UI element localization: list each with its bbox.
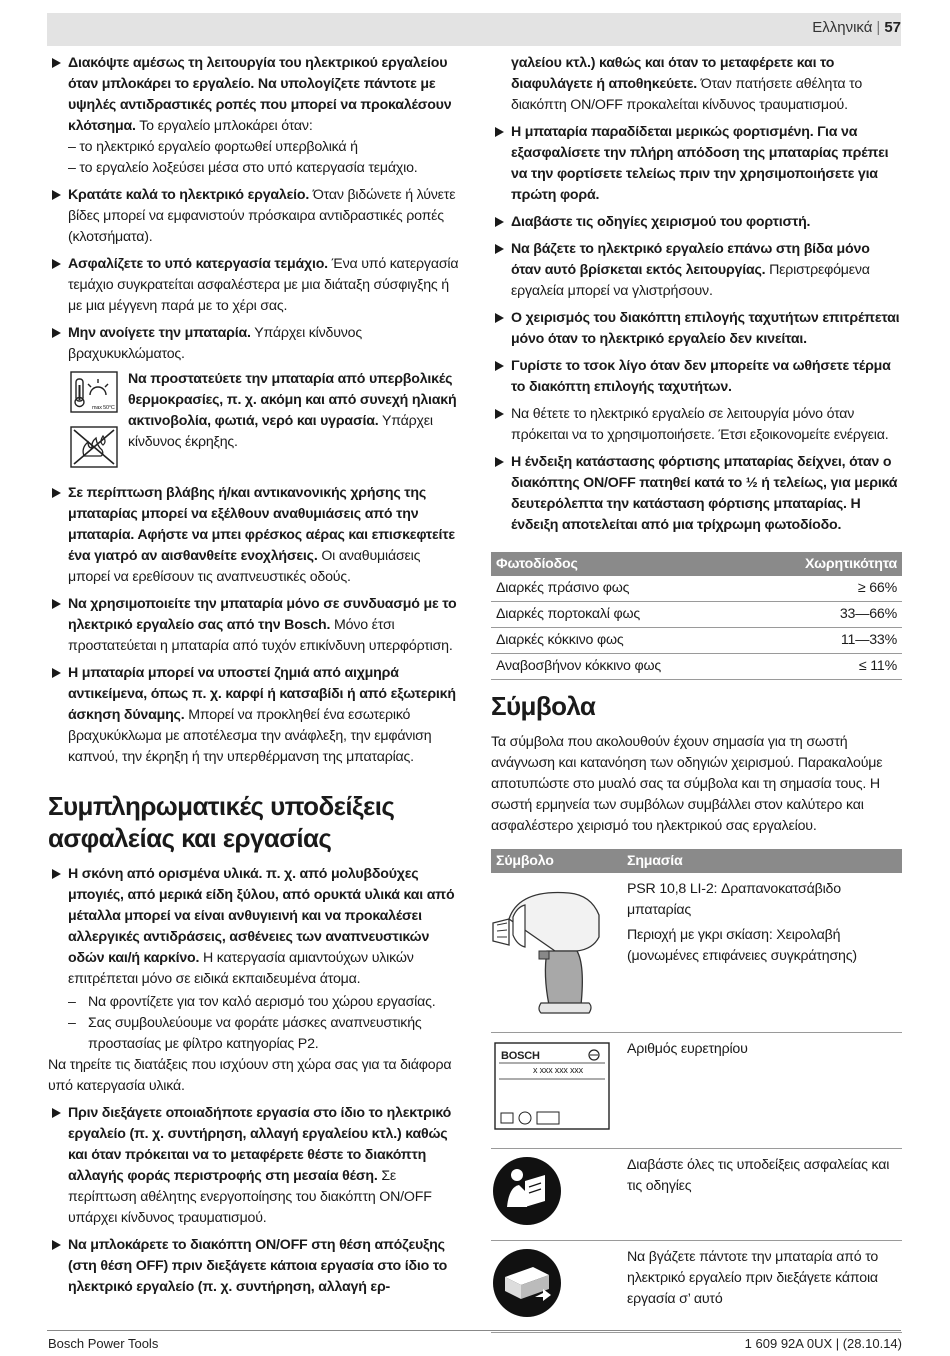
table-row: BOSCH x xxx xxx xxx Αριθμός ευρετηρίου [491,1033,902,1149]
header-bar [47,13,901,46]
symbols-intro: Τα σύμβολα που ακολουθούν έχουν σημασία για τη σωστή ανάγνωση και κατανόηση των οδηγιών χειρισμού. Παρακαλούμε αποτυπώστε στο μυαλό σας τα σύμβολα και τη σημασία τους. Η σωστή ερμηνεία των συμβόλων συμβάλλει στον καλύτερο και ασφαλέστερο χειρισμό του ηλεκτρικού σας εργαλείου. [491,734,883,834]
safety-bullet: Γυρίστε το τσοκ λίγο όταν δεν μπορείτε να ωθήσετε τέρμα το διακόπτη επιλογής ταχυτήτων. [491,356,902,398]
safety-bullet: Ασφαλίζετε το υπό κατεργασία τεμάχιο. Ένα υπό κατεργασία τεμάχιο συγκρατείται ασφαλέστερα με μια διάταξη σύσφιγξης ή με μια μέγγενη παρά με το χέρι σας. [48,254,462,317]
safety-bullet: Να μπλοκάρετε το διακόπτη ON/OFF στη θέση απόζευξης (στη θέση OFF) πριν διεξάγετε κάποια εργασία στο ίδιο το ηλεκτρικό εργαλείο (π. χ. συντήρηση, αλλαγή ερ- [48,1235,462,1298]
safety-bullet: Η ένδειξη κατάστασης φόρτισης μπαταρίας δείχνει, όταν ο διακόπτης ON/OFF πατηθεί κατά το ½ ή τελείως, για μερικά δευτερόλεπτα την κατάσταση φόρτισης μπαταρίας. Η ένδειξη αποτελείται από μια τρίχρωμη φωτοδίοδο. [491,452,902,536]
table-row: Να βγάζετε πάντοτε την μπαταρία από το ηλεκτρικό εργαλείο πριν διεξάγετε κάποια εργασία σ’ αυτό [491,1241,902,1333]
nameplate-brand: BOSCH [501,1050,540,1062]
symbols-title: Σύμβολα [491,691,596,721]
battery-warning-box: max 50°C Να προστατεύετε την μπαταρία από υπερβολικές θερμοκρασίες, π. χ. ακόμη και από συνεχή ηλιακή ακτινοβολία, φωτιά, νερό και υγρασία. Υπάρχει κίνδυνος έκρηξης. [48,369,462,465]
table-header-capacity: Χωρητικότητα [751,552,902,576]
plain-paragraph: Να τηρείτε τις διατάξεις που ισχύουν στη χώρα σας για τα διάφορα υπό κατεργασία υλικά. [48,1057,452,1094]
read-manual-icon [491,1155,615,1227]
table-header-row [491,552,902,576]
dash-item: – Σας συμβουλεύουμε να φοράτε μάσκες αναπνευστικής προστασίας με φίλτρο κατηγορίας P2. [68,1015,422,1052]
dash-item: – Να φροντίζετε για τον καλό αερισμό του χώρου εργασίας. [68,994,436,1010]
header-separator: | [876,19,881,36]
table-row: PSR 10,8 LI-2: Δραπανοκατσάβιδο μπαταρίας Περιοχή με γκρι σκίαση: Χειρολαβή (μονωμένες επιφάνειες συγκράτησης) [491,873,902,1033]
led-status-table [491,552,902,680]
footer-doc-number: 1 609 92A 0UX | (28.10.14) [744,1336,902,1351]
safety-bullet: Διακόψτε αμέσως τη λειτουργία του ηλεκτρικού εργαλείου όταν μπλοκάρει το εργαλείο. Να υπολογίζετε πάντοτε με υψηλές αντιδραστικές ροπές που μπορεί να προκαλέσουν κλότσημα. Το εργαλείο μπλοκάρει όταν: – το ηλεκτρικό εργαλείο φορτωθεί υπερβολικά ή – το εργαλείο λοξεύσει μέσα στο υπό κατεργασία τεμάχιο. [48,53,462,179]
table-header-symbol: Σύμβολο [491,849,622,873]
footer-brand: Bosch Power Tools [48,1336,159,1351]
safety-bullet: Η μπαταρία μπορεί να υποστεί ζημιά από αιχμηρά αντικείμενα, όπως π. χ. καρφί ή κατσαβίδι ή από εξωτερική άσκηση δύναμης. Μπορεί να προκληθεί ένα εσωτερικό βραχυκύκλωμα με αποτέλεσμα την ανάφλεξη, την εμφάνιση καπνού, την έκρηξη ή την υπερθέρμανση της μπαταρίας. [48,663,462,768]
footer-rule [47,1330,901,1331]
max-temp-label: max 50°C [92,405,115,411]
safety-bullet: Να χρησιμοποιείτε την μπαταρία μόνο σε συνδυασμό με το ηλεκτρικό εργαλείο σας από την Bosch. Μόνο έτσι προστατεύεται η μπαταρία από τυχόν επικίνδυνη υπερφόρτιση. [48,594,462,657]
page-number: 57 [884,19,901,36]
safety-bullet: Ο χειρισμός του διακόπτη επιλογής ταχυτήτων επιτρέπεται μόνο όταν το ηλεκτρικό εργαλείο δεν κινείται. [491,308,902,350]
continued-paragraph: γαλείου κτλ.) καθώς και όταν το μεταφέρετε και το διαφυλάγετε ή αποθηκεύετε. Όταν πατήσετε αθέλητα το διακόπτη ON/OFF προκαλείται κίνδυνος τραυματισμού. [511,55,863,113]
safety-bullet: Μην ανοίγετε την μπαταρία. Υπάρχει κίνδυνος βραχυκυκλώματος. [48,323,462,365]
header-language: Ελληνικά [812,19,873,36]
remove-battery-icon [491,1247,615,1319]
table-row: Αναβοσβήνον κόκκινο φως ≤ 11% [491,654,902,680]
safety-bullet: Να θέτετε το ηλεκτρικό εργαλείο σε λειτουργία μόνο όταν πρόκειται να το χρησιμοποιήσετε. Έτσι εξοικονομείτε ενέργεια. [491,404,902,446]
symbols-table [491,849,902,1333]
table-row: Διαρκές πράσινο φως ≥ 66% [491,576,902,602]
table-header-row [491,849,902,873]
safety-bullet: Να βάζετε το ηλεκτρικό εργαλείο επάνω στη βίδα μόνο όταν αυτό βρίσκεται εκτός λειτουργίας. Περιστρεφόμενα εργαλεία μπορεί να γλιστρήσουν. [491,239,902,302]
table-header-led: Φωτοδίοδος [491,552,751,576]
nameplate-number: x xxx xxx xxx [533,1065,583,1075]
safety-bullet: Κρατάτε καλά το ηλεκτρικό εργαλείο. Όταν βιδώνετε ή λύνετε βίδες μπορεί να εμφανιστούν πρόσκαιρα αντιδραστικές ροπές (κλοτσήματα). [48,185,462,248]
table-row: Διαβάστε όλες τις υποδείξεις ασφαλείας και τις οδηγίες [491,1149,902,1241]
table-header-meaning: Σημασία [622,849,902,873]
table-row: Διαρκές κόκκινο φως 11—33% [491,628,902,654]
safety-bullet: Σε περίπτωση βλάβης ή/και αντικανονικής χρήσης της μπαταρίας μπορεί να εξέλθουν αναθυμιάσεις από την μπαταρία. Αφήστε να μπει φρέσκος αέρας και επισκεφτείτε ένα γιατρό αν αισθανθείτε ενοχλήσεις. Οι αναθυμιάσεις μπορεί να ερεθίσουν τις αναπνευστικές οδούς. [48,483,462,588]
right-column [491,53,902,1333]
safety-bullet: Διαβάστε τις οδηγίες χειρισμού του φορτιστή. [491,212,902,233]
safety-bullet: Πριν διεξάγετε οποιαδήποτε εργασία στο ίδιο το ηλεκτρικό εργαλείο (π. χ. συντήρηση, αλλαγή εργαλείου κτλ.) καθώς και όταν πρόκειται να το μεταφέρετε θέστε το διακόπτη αλλαγής φοράς περιστροφής στη μεσαία θέση. Σε περίπτωση αθέλητης ενεργοποίησης του διακόπτη ON/OFF υπάρχει κίνδυνος τραυματισμού. [48,1103,462,1229]
table-row: Διαρκές πορτοκαλί φως 33—66% [491,602,902,628]
safety-bullet: Η μπαταρία παραδίδεται μερικώς φορτισμένη. Για να εξασφαλίσετε την πλήρη απόδοση της μπαταρίας πρέπει να την φορτίσετε τελείως πριν την χρησιμοποιήσετε για πρώτη φορά. [491,122,902,206]
drill-driver-icon [491,879,615,1019]
section-title: Συμπληρωματικές υποδείξεις ασφαλείας και εργασίας [48,791,395,853]
page-header [812,19,901,36]
left-column [48,53,462,1304]
no-fire-water-icon [70,426,118,468]
safety-bullet: Η σκόνη από ορισμένα υλικά. π. χ. από μολυβδούχες μπογιές, από μερικά είδη ξύλου, από ορυκτά υλικά και από μέταλλα μπορεί να είναι ανθυγιεινή και να προκαλέσει αλλεργικές αντιδράσεις, ασθένειες των αναπνευστικών οδών και/ή καρκίνο. Η κατεργασία αμιαντούχων υλικών επιτρέπεται μόνο σε ειδικά εκπαιδευμένα άτομα. [48,864,462,990]
nameplate-icon [491,1039,615,1135]
thermometer-sun-icon [70,371,118,413]
